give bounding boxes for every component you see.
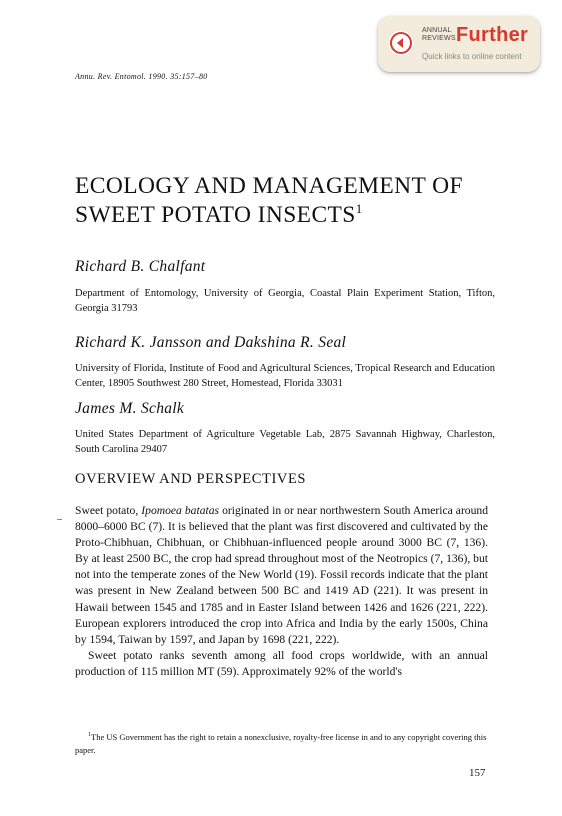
affiliation-1: Department of Entomology, University of Georgia, Coastal Plain Experiment Station, Tifton, Georgia 31793 [75,288,495,314]
footnote-text: The US Government has the right to retain a nonexclusive, royalty-free license in and to any copyright covering this paper. [75,731,487,755]
paragraph-1-start: Sweet potato, [75,504,142,517]
title-line-1: ECOLOGY AND MANAGEMENT OF [75,173,463,199]
further-reviews-badge[interactable] [378,16,540,72]
footnote [75,729,488,757]
article-title [75,172,515,230]
play-icon [388,30,414,56]
journal-citation: Annu. Rev. Entomol. 1990. 35:157–80 [75,72,208,81]
title-footnote-mark[interactable]: 1 [355,201,363,217]
paragraph-1-rest: originated in or near northwestern South America around 8000–6000 BC (7). It is believed that the plant was first discovered and cultivated by the Proto-Chibhuan, Chibhuan, or Chibhuan-influenced people around 3000 BC (7, 136). By at least 2500 BC, the crop had spread throughout most of the Neotropics (7, 136), but not into the temperate zones of the New World (19). Fossil records indicate that the plant was present in New Zealand between 500 BC and 1419 AD (221). It was present in Hawaii between 1545 and 1785 and in Easter Island between 1426 and 1626 (221, 222). European explorers introduced the crop into Africa and India by the early 1500s, China by 1594, Taiwan by 1597, and Japan by 1698 (221, 222). [75,504,488,646]
affiliation-2: University of Florida, Institute of Food and Agricultural Sciences, Tropical Research and Education Center, 18905 Southwest 280 Street, Homestead, Florida 33031 [75,363,495,389]
author-1: Richard B. Chalfant [75,258,206,275]
section-heading: OVERVIEW AND PERSPECTIVES [75,471,307,487]
margin-mark [57,519,62,520]
badge-annual-text: ANNUAL [422,27,452,34]
badge-annual-reviews-label [422,27,456,43]
author-3: James M. Schalk [75,400,185,417]
title-line-2: SWEET POTATO INSECTS [75,202,356,228]
author-2: Richard K. Jansson and Dakshina R. Seal [75,334,347,351]
badge-further-label: Further [456,24,529,46]
body-text [75,503,488,680]
badge-reviews-text: REVIEWS [422,35,456,42]
page-number: 157 [469,767,486,779]
affiliation-3: United States Department of Agriculture Vegetable Lab, 2875 Savannah Highway, Charleston, South Carolina 29407 [75,429,495,455]
paragraph-1 [75,503,488,648]
species-name: Ipomoea batatas [141,504,220,517]
paragraph-2: Sweet potato ranks seventh among all food crops worldwide, with an annual production of 115 million MT (59). Approximately 92% of the world's [75,648,488,678]
footnote-mark: 1 [88,732,91,738]
badge-subtitle: Quick links to online content [422,52,522,61]
